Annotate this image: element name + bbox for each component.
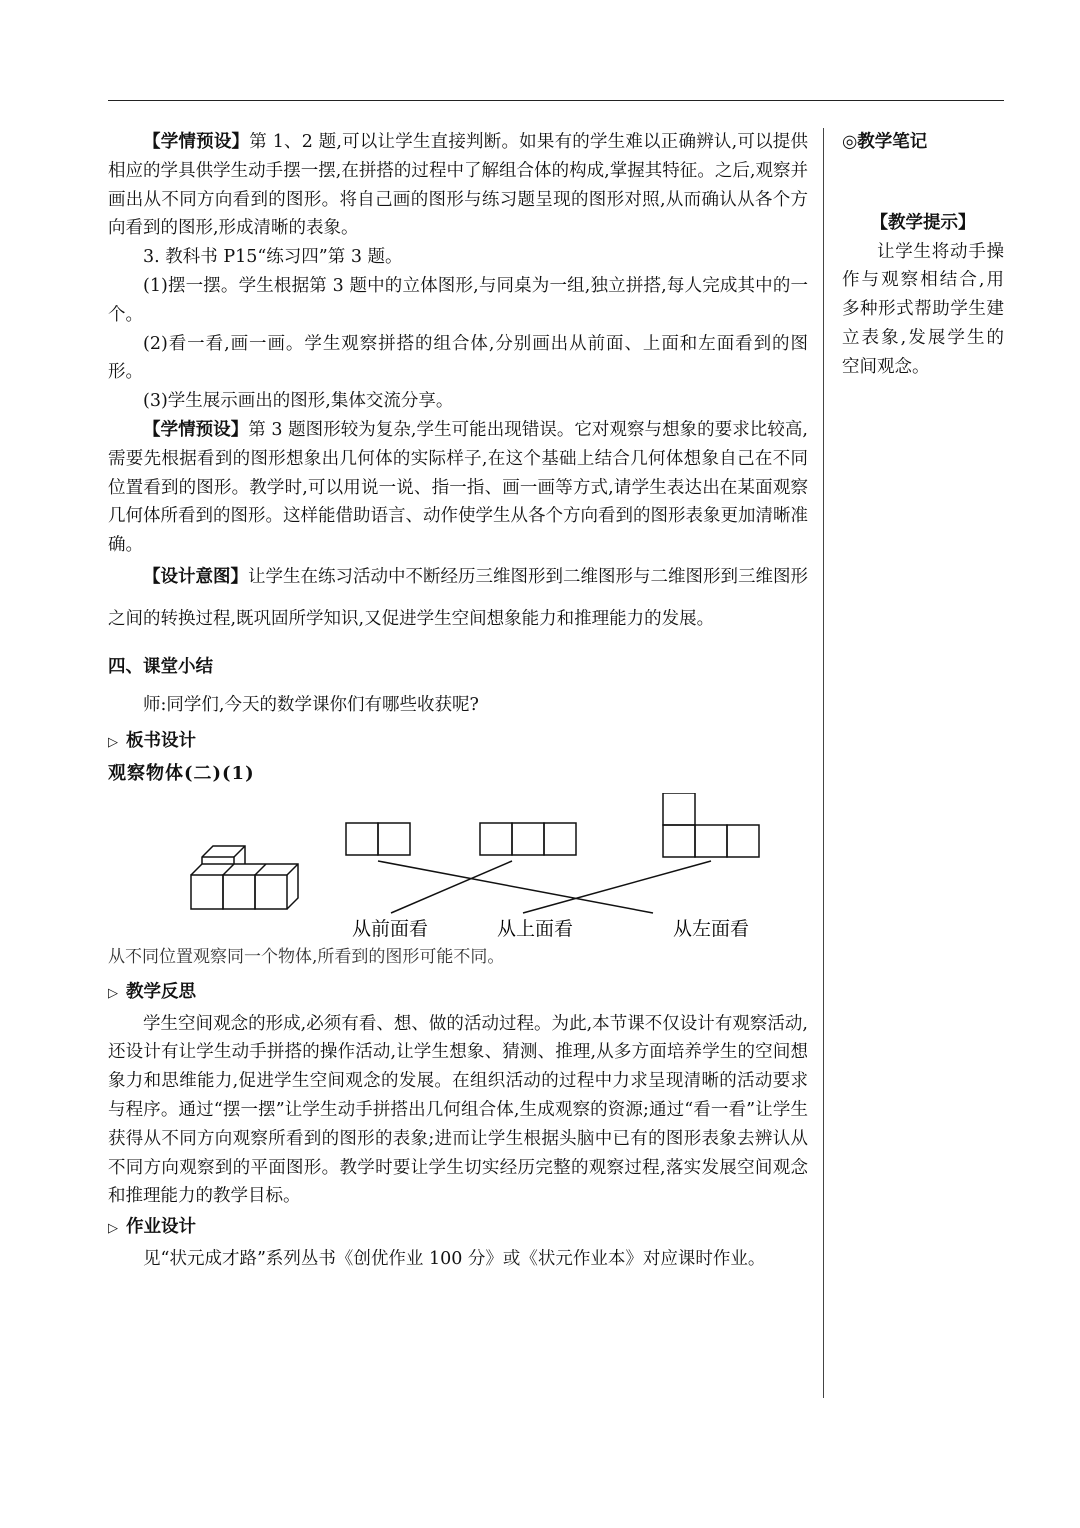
board-caption: 从不同位置观察同一个物体,所看到的图形可能不同。 [108,946,505,967]
triangle-bullet-icon: ▷ [108,734,118,750]
label-view-front: 从前面看 [351,917,429,940]
tip-label: 【教学提示】 [870,212,976,233]
paragraph-homework: 见“状元成才路”系列丛书《创优作业 100 分》或《状元作业本》对应课时作业。 [143,1249,766,1270]
text-analysis-2: 第 3 题图形较为复杂,学生可能出现错误。它对观察与想象的要求比较高,需要先根据看到的图形想象出几何体的实际样子,在这个基础上结合几何体想象自己在不同位置看到的图形。教学时,可以用说一说、指一指、画一画等方式,请学生表达出在某面观察几何体所看到的图形。这样能借助语言、动作使学生从各个方向看到的图形表象更加清晰准确。 [108,419,808,556]
text-analysis-1: 第 1、2 题,可以让学生直接判断。如果有的学生难以正确辨认,可以提供相应的学具供学生动手摆一摆,在拼搭的过程中了解组合体的构成,掌握其特征。之后,观察并画出从不同方向看到的图形。将自己画的图形与练习题呈现的图形对照,从而确认从各个方向看到的图形,形成清晰的表象。 [108,132,808,239]
view-shape-l-shape [663,793,759,857]
label-analysis-1: 【学情预设】 [143,132,250,152]
heading-reflection [108,976,808,1010]
paragraph-analysis-2 [108,416,808,560]
triangle-bullet-icon: ▷ [108,1221,118,1237]
match-line-1 [378,861,653,913]
paragraph-teacher-question: 师:同学们,今天的数学课你们有哪些收获呢? [143,694,479,715]
triangle-bullet-icon: ▷ [108,985,118,1001]
board-diagram [108,793,808,943]
heading-reflection-label: 教学反思 [126,981,196,1002]
heading-board-design [108,724,808,760]
heading-board-design-label: 板书设计 [126,730,196,751]
paragraph-step-2: (2)看一看,画一画。学生观察拼搭的组合体,分别画出从前面、上面和左面看到的图形。 [108,333,808,383]
tip-text: 让学生将动手操作与观察相结合,用多种形式帮助学生建立表象,发展学生的空间观念。 [842,241,1004,377]
label-view-top: 从上面看 [496,917,574,940]
text-design-intent: 让学生在练习活动中不断经历三维图形到二维图形与二维图形到三维图形之间的转换过程,既巩固所学知识,又促进学生空间想象能力和推理能力的发展。 [108,566,808,629]
label-analysis-2: 【学情预设】 [143,419,249,440]
heading-homework-label: 作业设计 [126,1217,196,1238]
match-line-3 [523,861,711,913]
paragraph-reflection: 学生空间观念的形成,必须有看、想、做的活动过程。为此,本节课不仅设计有观察活动,还设计有让学生动手拼搭的操作活动,让学生想象、猜测、推理,从多方面培养学生的空间想象力和思维能力,促进学生空间观念的发展。在组织活动的过程中力求呈现清晰的活动要求与程序。通过“摆一摆”让学生动手拼搭出几何组合体,生成观察的资源;通过“看一看”让学生获得从不同方向观察所看到的图形的表象;进而让学生根据头脑中已有的图形表象去辨认从不同方向观察到的平面图形。教学时要让学生切实经历完整的观察过程,落实发展空间观念和推理能力的教学目标。 [108,1013,808,1207]
view-shape-two-squares [346,823,410,855]
label-view-left: 从左面看 [672,917,750,940]
match-line-2 [391,861,512,913]
view-shape-three-squares [480,823,576,855]
heading-summary: 四、课堂小结 [108,656,213,677]
paragraph-step-1: (1)摆一摆。学生根据第 3 题中的立体图形,与同桌为一组,独立拼搭,每人完成其中的一个。 [108,275,808,325]
notes-column-divider [823,128,824,1398]
paragraph-step-3: (3)学生展示画出的图形,集体交流分享。 [143,391,454,412]
cube-solid-figure [191,846,298,909]
header-rule [108,100,1004,101]
label-design-intent: 【设计意图】 [143,566,248,587]
paragraph-analysis-1 [108,128,808,243]
paragraph-design-intent [108,556,808,640]
main-column [108,128,808,1274]
notes-column [842,128,1004,382]
notes-title: ◎教学笔记 [842,132,928,152]
paragraph-exercise-3: 3. 教科书 P15“练习四”第 3 题。 [143,247,403,268]
board-title: 观察物体(二)(1) [108,762,255,784]
heading-homework [108,1211,808,1245]
